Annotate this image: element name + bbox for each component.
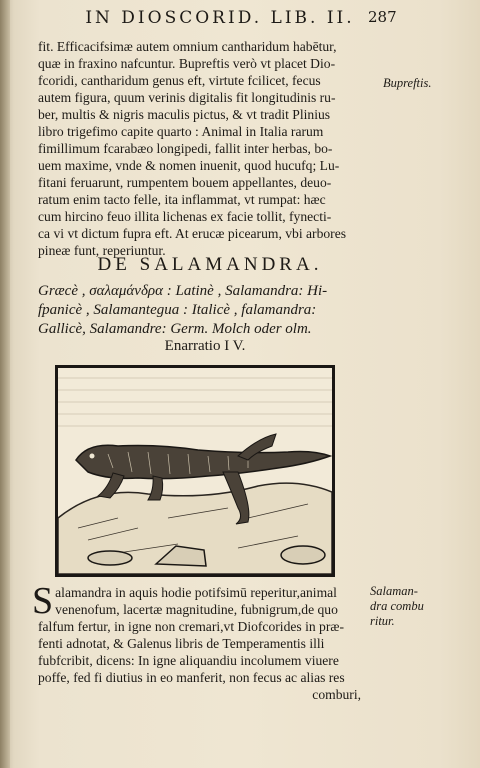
salamander-woodcut [55, 365, 335, 577]
margin-note-line: ritur. [370, 614, 395, 628]
text-line: fubfcribit, dicens: In igne aliquandiu incolumem viuere [38, 653, 339, 668]
text-line: ratum enim tacto felle, ita inflammat, vt rumpat: hæc [38, 192, 326, 207]
enarratio-heading: Enarratio I V. [164, 338, 246, 354]
text-line: fit. Efficacifsimæ autem omnium cantharidum habētur, [38, 39, 337, 54]
text-line: quæ in fraxino nafcuntur. Bupreftis verò vt placet Dio- [38, 56, 336, 71]
text-line: uem maxime, vnde & nomen inuenit, quod hucufq; Lu- [38, 158, 340, 173]
text-line: fpanicè , Salamantegua : Italicè , falamandra: [38, 302, 317, 318]
text-line-final: comburi, [312, 687, 361, 702]
text-line: autem figura, quum verinis digitalis fit longitudinis ru- [38, 90, 336, 105]
running-head: IN DIOSCORID. LIB. II. [85, 8, 355, 28]
page-number: 287 [368, 8, 397, 26]
text-line: libro trigefimo capite quarto : Animal in Italia rarum [38, 124, 324, 139]
margin-note-salamandra [370, 584, 470, 629]
book-gutter [0, 0, 10, 768]
text-line: alamandra in aquis hodie potifsimū reperitur,animal [55, 585, 337, 600]
text-line: fcoridi, cantharidum genus eft, virtute fcilicet, fecus [38, 73, 321, 88]
salamander-illustration [58, 368, 332, 574]
text-line: falfum fertur, in igne non cremari,vt Diofcorides in præ- [38, 619, 344, 634]
text-line: fitani feruarunt, rumpentem bouem appellantes, deuo- [38, 175, 332, 190]
text-line: cum hircino feuo illita lichenas ex facie tollit, fynecti- [38, 209, 332, 224]
text-line: ber, multis & nigris maculis pictus, & vt tradit Plinius [38, 107, 331, 122]
text-line: venenofum, lacertæ magnitudine, fubnigrum,de quo [55, 602, 338, 617]
margin-note-line: Salaman- [370, 584, 418, 598]
text-line: Græcè , σαλαμάνδρα : Latinè , Salamandra: Hi- [38, 283, 328, 299]
names-paragraph [38, 282, 373, 339]
paragraph-salamandra [32, 580, 373, 703]
text-line: Gallicè, Salamandre: Germ. Molch oder olm. [38, 321, 312, 337]
text-line: ca vi vt dictum fupra eft. At erucæ picearum, vbi arbores [38, 226, 347, 241]
paragraph-buprestis [38, 38, 373, 259]
text-line: pineæ funt, reperiuntur. [38, 243, 166, 258]
text-line: fimillimum fcarabæo longipedi, fallit inter herbas, bo- [38, 141, 333, 156]
text-line: poffe, fed fi diutius in eo manferit, non fecus ac alias res [38, 670, 345, 685]
text-line: fenti adnotat, & Galenus libris de Temperamentis illi [38, 636, 325, 651]
margin-note-buprestis: Bupreftis. [383, 76, 432, 90]
section-title: DE SALAMANDRA. [97, 254, 323, 275]
drop-cap: S [32, 580, 54, 622]
margin-note-line: dra combu [370, 599, 424, 613]
